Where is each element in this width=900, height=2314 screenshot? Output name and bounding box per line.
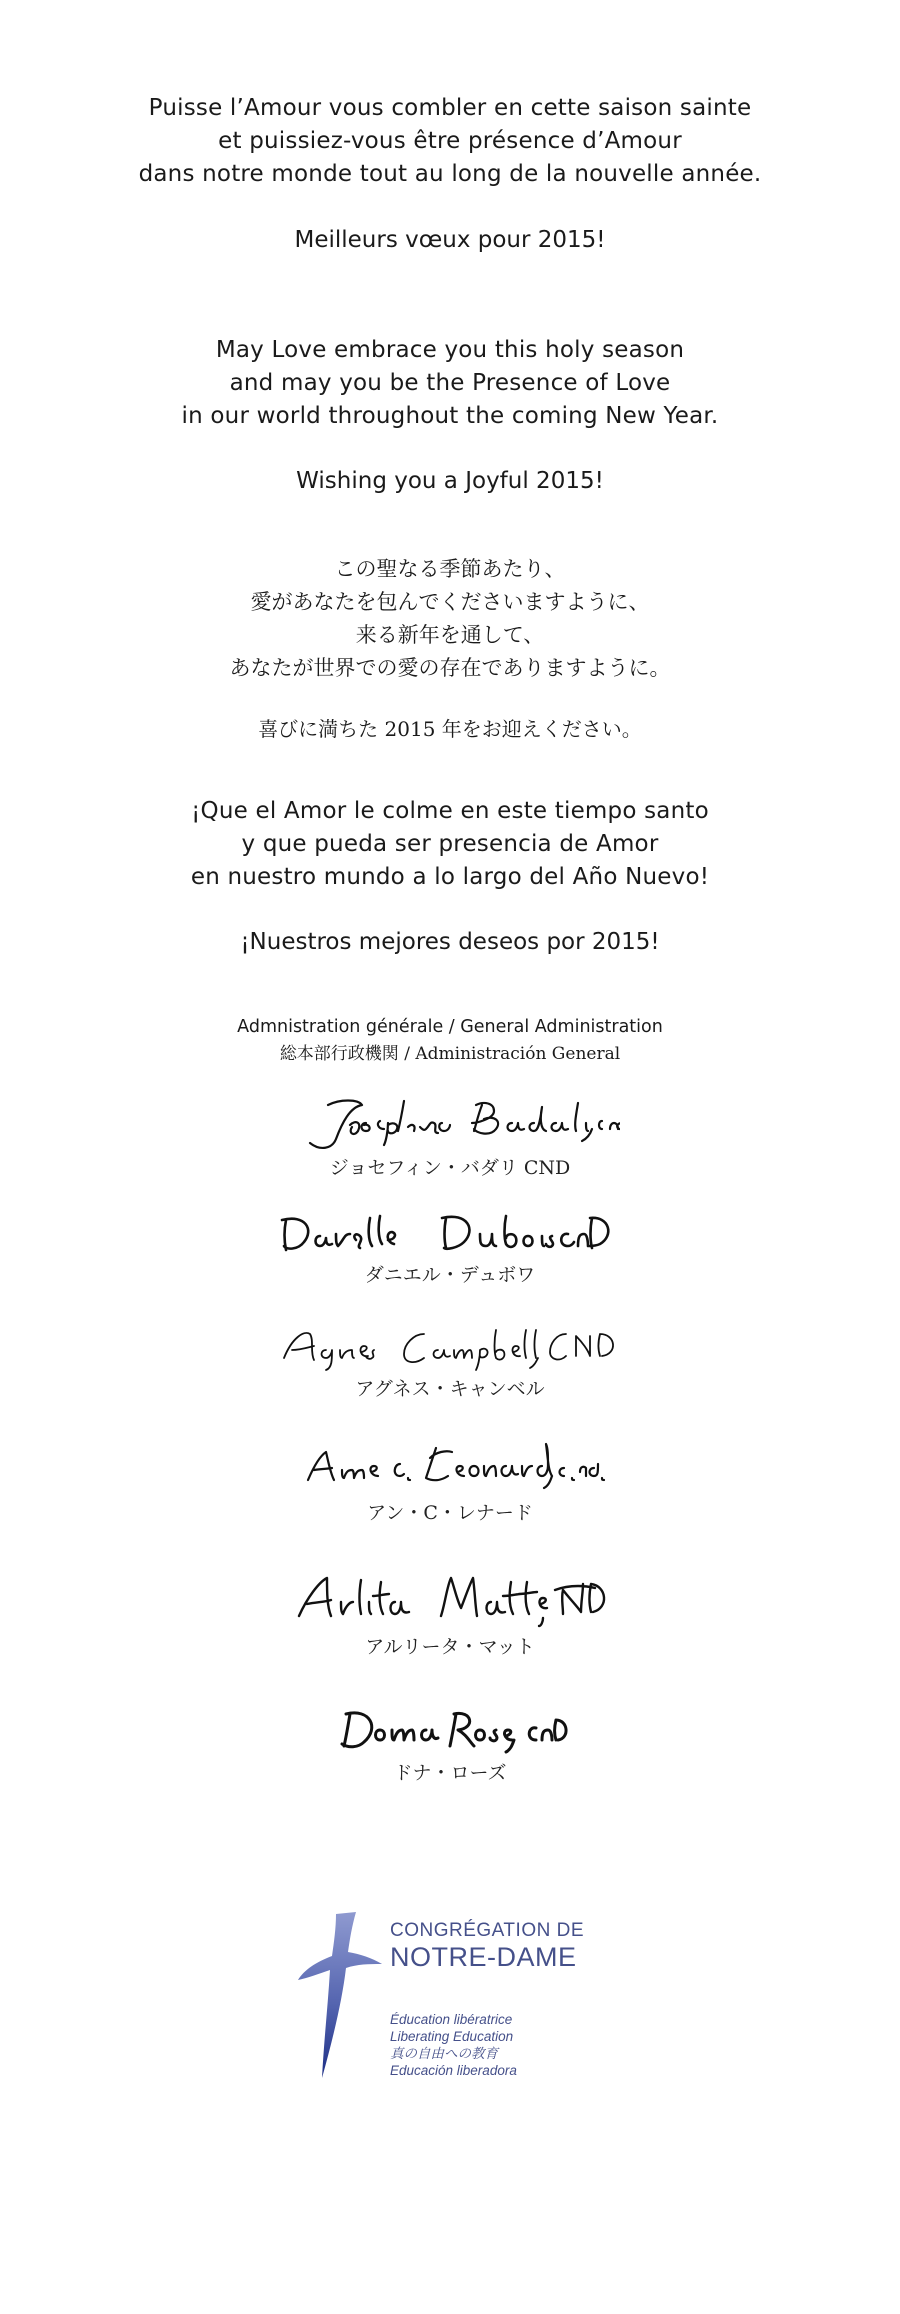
cross-logo-icon (296, 1912, 382, 2082)
french-line: dans notre monde tout au long de la nouvelle année. (138, 161, 762, 187)
french-greeting (0, 92, 900, 191)
signature-block (0, 1093, 900, 1181)
signature-block (0, 1436, 900, 1526)
japanese-line: 愛があなたを包んでくださいますように、 (250, 590, 650, 614)
signature-block (0, 1568, 900, 1660)
handwritten-signature (290, 1436, 610, 1500)
handwritten-signature (270, 1206, 630, 1262)
english-line: in our world throughout the coming New Year. (181, 403, 719, 429)
signatory-name: ダニエル・デュボワ (364, 1264, 536, 1286)
signature-block (0, 1320, 900, 1402)
french-line: Puisse l’Amour vous combler en cette saison sainte (148, 95, 752, 121)
logo-title-line2: NOTRE-DAME (390, 1942, 577, 1972)
tagline-line: Educación liberadora (390, 2063, 517, 2078)
signatory-name: アン・C・レナード (367, 1502, 533, 1524)
signatory-name: ドナ・ローズ (393, 1762, 507, 1784)
admin-subheading: 総本部行政機関 / Administración General (279, 1044, 621, 1064)
logo-title-line1: CONGRÉGATION DE (390, 1920, 584, 1941)
japanese-line: この聖なる季節あたり、 (334, 557, 566, 581)
tagline-line: Éducation libératrice (390, 2012, 513, 2027)
english-line: and may you be the Presence of Love (229, 370, 671, 396)
japanese-wish: 喜びに満ちた 2015 年をお迎えください。 (258, 717, 642, 741)
tagline-line: 真の自由への教育 (390, 2046, 498, 2061)
spanish-line: ¡Que el Amor le colme en este tiempo santo (191, 798, 709, 824)
spanish-line: en nuestro mundo a lo largo del Año Nuevo! (190, 864, 710, 890)
handwritten-signature (330, 1700, 570, 1760)
japanese-line: あなたが世界での愛の存在でありますように。 (229, 656, 671, 680)
tagline-line: Liberating Education (390, 2029, 514, 2044)
signatory-name: アルリータ・マット (365, 1636, 535, 1658)
handwritten-signature (280, 1093, 620, 1155)
logo-title (390, 1920, 584, 1972)
spanish-line: y que pueda ser presencia de Amor (241, 831, 659, 857)
spanish-greeting (0, 795, 900, 894)
french-line: et puissiez-vous être présence d’Amour (218, 128, 682, 154)
japanese-line: 来る新年を通して、 (355, 623, 545, 647)
signatory-name: ジョセフィン・バダリ CND (329, 1157, 571, 1179)
english-line: May Love embrace you this holy season (215, 337, 685, 363)
spanish-wish: ¡Nuestros mejores deseos por 2015! (240, 929, 660, 955)
logo-tagline (390, 2011, 517, 2079)
signature-block (0, 1700, 900, 1786)
english-wish: Wishing you a Joyful 2015! (296, 468, 604, 494)
english-greeting (0, 334, 900, 433)
signature-block (0, 1206, 900, 1288)
congregation-logo (296, 1912, 636, 2092)
japanese-greeting (0, 553, 900, 685)
admin-heading: Admnistration générale / General Administration (237, 1017, 663, 1037)
signatory-name: アグネス・キャンベル (355, 1378, 545, 1400)
handwritten-signature (270, 1320, 630, 1376)
handwritten-signature (285, 1568, 615, 1634)
french-wish: Meilleurs vœux pour 2015! (294, 227, 606, 253)
